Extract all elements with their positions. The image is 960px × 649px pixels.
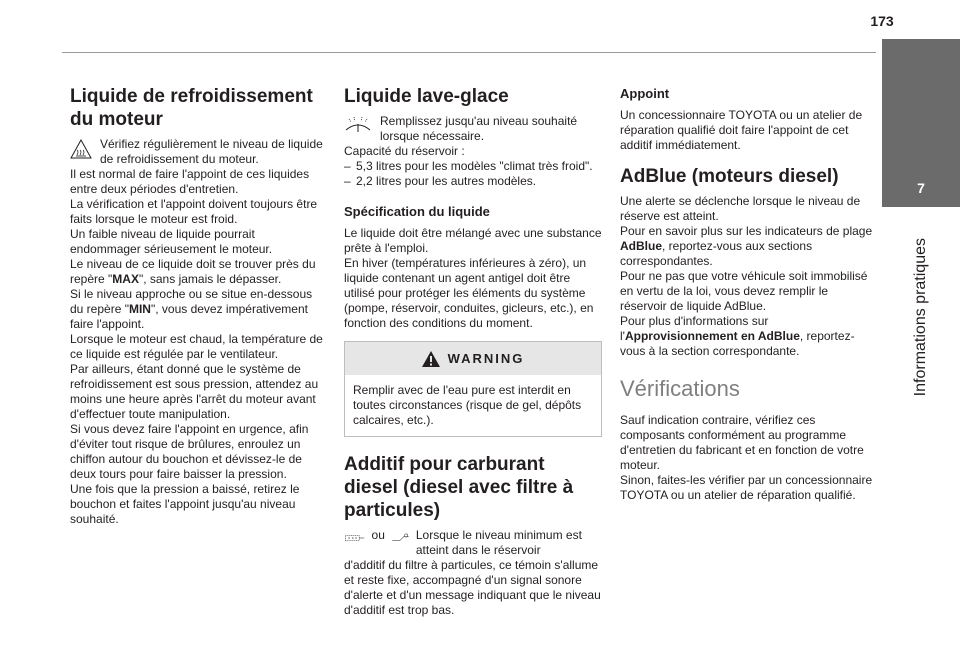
hot-warning-icon	[70, 139, 92, 159]
washer-fluid-icon	[344, 116, 372, 134]
or-text: ou	[371, 528, 385, 542]
list-text: 5,3 litres pour les modèles "climat très froid".	[356, 159, 593, 173]
coolant-p9: Une fois que la pression a baissé, retirez le bouchon et faites l'appoint jusqu'au niveau souhaité.	[70, 482, 300, 526]
washer-capacity-item	[344, 159, 602, 174]
spec-title: Spécification du liquide	[344, 204, 490, 219]
coolant-title-line2: du moteur	[70, 109, 163, 130]
list-dash: –	[344, 159, 351, 173]
coolant-warning-text: Vérifiez régulièrement le niveau de liquide de refroidissement du moteur.	[100, 137, 323, 166]
coolant-p4-b: ", sans jamais le dépasser.	[138, 272, 282, 286]
washer-icon-text: Remplissez jusqu'au niveau souhaité lorsque nécessaire.	[380, 114, 578, 143]
coolant-p5-a: Si le niveau approche ou se situe en-dessous du repère "	[70, 287, 313, 316]
appoint-title: Appoint	[620, 86, 670, 101]
additive-icons-row	[344, 528, 602, 558]
adblue-p4	[620, 314, 876, 359]
additive-text: d'additif du filtre à particules, ce témoin s'allume et reste fixe, accompagné d'un signal sonore d'alerte et d'un message indiquant que le niveau d'additif est trop bas.	[344, 558, 601, 617]
checks-title: Vérifications	[620, 376, 740, 401]
coolant-warning	[70, 137, 326, 167]
list-text: 2,2 litres pour les autres modèles.	[356, 174, 537, 188]
chapter-title-container	[882, 212, 960, 422]
header-rule	[62, 52, 876, 53]
coolant-p3: Un faible niveau de liquide pourrait endommager sérieusement le moteur.	[70, 227, 273, 256]
chapter-title: Informations pratiques	[912, 237, 929, 397]
adblue-title: AdBlue (moteurs diesel)	[620, 166, 839, 187]
checks-p2: Sinon, faites-les vérifier par un concessionnaire TOYOTA ou un atelier de réparation qualifié.	[620, 473, 873, 502]
list-dash: –	[344, 174, 351, 188]
chapter-number: 7	[917, 180, 925, 196]
coolant-p7: Par ailleurs, étant donné que le système de refroidissement est sous pression, attendez au moins une heure après l'arrêt du moteur avant d'effectuer toute manipulation.	[70, 362, 319, 421]
warning-label: WARNING	[447, 351, 525, 366]
coolant-p8: Si vous devez faire l'appoint en urgence, afin d'éviter tout risque de brûlures, enroulez un chiffon autour du bouchon et dévissez-le de deux tours pour faire baisser la pression.	[70, 422, 309, 481]
coolant-title-line1: Liquide de refroidissement	[70, 86, 313, 107]
coolant-p4	[70, 257, 326, 287]
max-mark: MAX	[112, 272, 139, 286]
washer-capacity-label: Capacité du réservoir :	[344, 144, 465, 158]
warning-box	[344, 341, 602, 437]
particle-filter-icon	[344, 530, 366, 546]
additive-icon-text: Lorsque le niveau minimum est atteint dans le réservoir	[415, 528, 582, 557]
coolant-p5-b: ", vous devez impérativement faire l'appoint.	[70, 302, 308, 331]
spec-p2: En hiver (températures inférieures à zéro), un liquide contenant un agent antigel doit être utilisé pour protéger les éléments du système (pompe, réservoir, conduites, gicleurs, etc.), en fonction des conditions du moment.	[344, 256, 594, 330]
adblue-p3: Pour ne pas que votre véhicule soit immobilisé en vertu de la loi, vous devez remplir le réservoir de liquide AdBlue.	[620, 269, 868, 313]
coolant-p5	[70, 287, 326, 332]
adblue-p2	[620, 224, 876, 269]
coolant-p4-a: Le niveau de ce liquide doit se trouver près du repère "	[70, 257, 316, 286]
page-number: 173	[870, 13, 894, 29]
appoint-text: Un concessionnaire TOYOTA ou un atelier de réparation qualifié doit faire l'appoint de cet additif immédiatement.	[620, 108, 863, 152]
adblue-p2-a: Pour en savoir plus sur les indicateurs de plage	[620, 224, 873, 238]
coolant-p6: Lorsque le moteur est chaud, la température de ce liquide est régulée par le ventilateur.	[70, 332, 323, 361]
column-coolant	[70, 85, 326, 527]
warning-body: Remplir avec de l'eau pure est interdit en toutes circonstances (risque de gel, dépôts calcaires, etc.).	[353, 383, 582, 427]
coolant-title	[70, 85, 326, 131]
adblue-p4-b: , reportez-vous à la section correspondante.	[620, 329, 855, 358]
adblue-p2-bold: AdBlue	[620, 239, 662, 253]
min-mark: MIN	[128, 302, 151, 316]
coolant-p1: Il est normal de faire l'appoint de ces liquides entre deux périodes d'entretien.	[70, 167, 310, 196]
washer-title: Liquide lave-glace	[344, 86, 509, 107]
column-washer	[344, 85, 602, 618]
checks-p1: Sauf indication contraire, vérifiez ces composants conformément au programme d'entretien du fabricant et en fonction de votre moteur.	[620, 413, 864, 472]
spec-p1: Le liquide doit être mélangé avec une substance prête à l'emploi.	[344, 226, 602, 255]
warning-triangle-icon	[422, 351, 440, 367]
adblue-p4-bold: Approvisionnement en AdBlue	[624, 329, 800, 343]
adblue-p2-b: , reportez-vous aux sections correspondantes.	[620, 239, 813, 268]
column-adblue	[620, 85, 876, 503]
additive-level-icon	[391, 530, 410, 546]
warning-header	[345, 342, 601, 375]
adblue-p1: Une alerte se déclenche lorsque le niveau de réserve est atteint.	[620, 194, 861, 223]
washer-icon-para	[344, 114, 602, 144]
adblue-p4-a: Pour plus d'informations sur l'	[620, 314, 769, 343]
additive-title: Additif pour carburant diesel (diesel avec filtre à particules)	[344, 454, 574, 521]
coolant-p2: La vérification et l'appoint doivent toujours être faits lorsque le moteur est froid.	[70, 197, 318, 226]
washer-capacity-item	[344, 174, 602, 189]
